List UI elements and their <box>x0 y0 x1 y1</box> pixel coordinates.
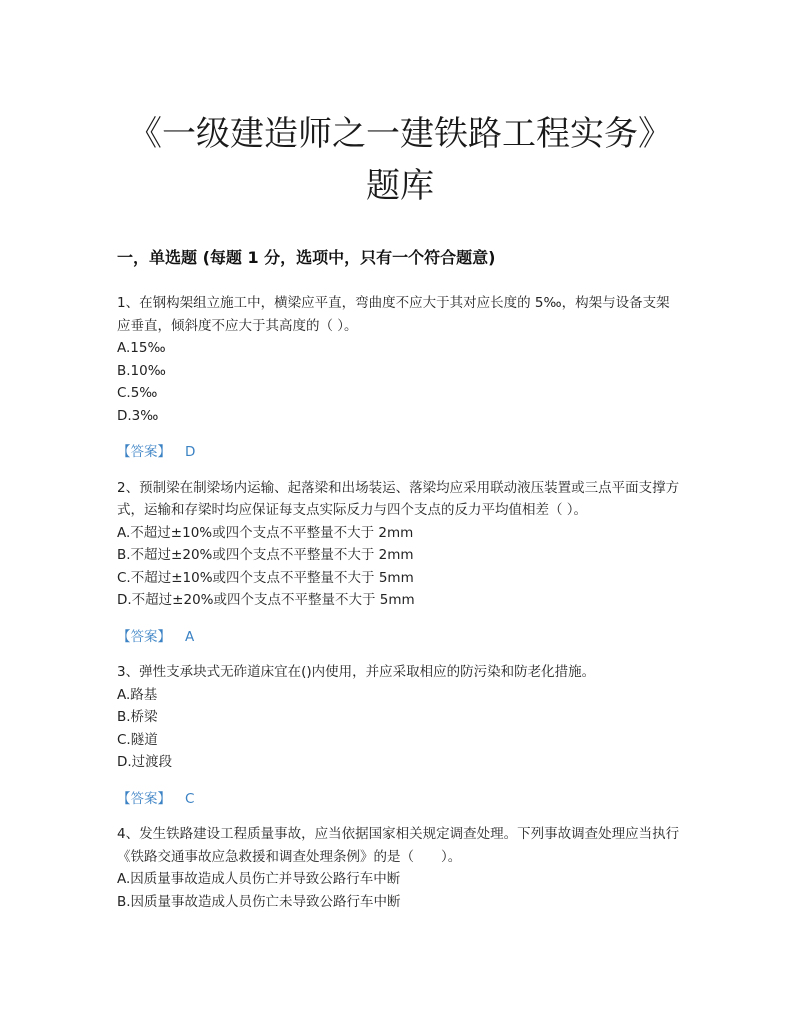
answer-line <box>117 441 683 464</box>
question-list <box>117 292 683 913</box>
question-text: 2、预制梁在制梁场内运输、起落梁和出场装运、落梁均应采用联动液压装置或三点平面支撑方式，运输和存梁时均应保证每支点实际反力与四个支点的反力平均值相差（ ）。 <box>117 479 680 518</box>
question-text: 4、发生铁路建设工程质量事故，应当依据国家相关规定调查处理。下列事故调查处理应当执行《铁路交通事故应急救援和调查处理条例》的是（ ）。 <box>117 826 680 865</box>
answer-letter: A <box>185 628 195 645</box>
answer-letter: D <box>185 444 196 460</box>
answer-label: 【答案】 <box>117 628 171 645</box>
option-d: D.不超过±20%或四个支点不平整量不大于 5mm <box>117 592 415 608</box>
document-title: 《一级建造师之一建铁路工程实务》 <box>128 114 672 154</box>
answer-line <box>117 626 683 649</box>
answer-line <box>117 788 683 811</box>
option-b: B.因质量事故造成人员伤亡未导致公路行车中断 <box>117 893 401 910</box>
option-c: C.5‰ <box>117 385 158 401</box>
question-text: 1、在钢构架组立施工中，横梁应平直，弯曲度不应大于其对应长度的 5‰，构架与设备支架应垂直，倾斜度不应大于其高度的（ ）。 <box>117 295 670 334</box>
question-block <box>117 823 683 913</box>
option-d: D.3‰ <box>117 407 159 424</box>
option-a: A.因质量事故造成人员伤亡并导致公路行车中断 <box>117 871 401 887</box>
option-a: A.15‰ <box>117 340 166 356</box>
question-block <box>117 292 683 464</box>
section-heading: 一，单选题 (每题 1 分，选项中，只有一个符合题意) <box>117 248 496 267</box>
option-d: D.过渡段 <box>117 754 173 770</box>
question-block <box>117 661 683 810</box>
option-b: B.10‰ <box>117 362 166 379</box>
option-b: B.不超过±20%或四个支点不平整量不大于 2mm <box>117 547 414 563</box>
option-b: B.桥梁 <box>117 709 158 725</box>
option-c: C.隧道 <box>117 731 158 748</box>
option-c: C.不超过±10%或四个支点不平整量不大于 5mm <box>117 569 414 586</box>
question-block <box>117 477 683 649</box>
answer-letter: C <box>185 790 195 807</box>
question-text: 3、弹性支承块式无砟道床宜在()内使用，并应采取相应的防污染和防老化措施。 <box>117 664 596 680</box>
answer-label: 【答案】 <box>117 444 171 460</box>
answer-label: 【答案】 <box>117 790 171 807</box>
option-a: A.路基 <box>117 686 158 703</box>
option-a: A.不超过±10%或四个支点不平整量不大于 2mm <box>117 524 414 541</box>
document-subtitle: 题库 <box>366 166 434 206</box>
